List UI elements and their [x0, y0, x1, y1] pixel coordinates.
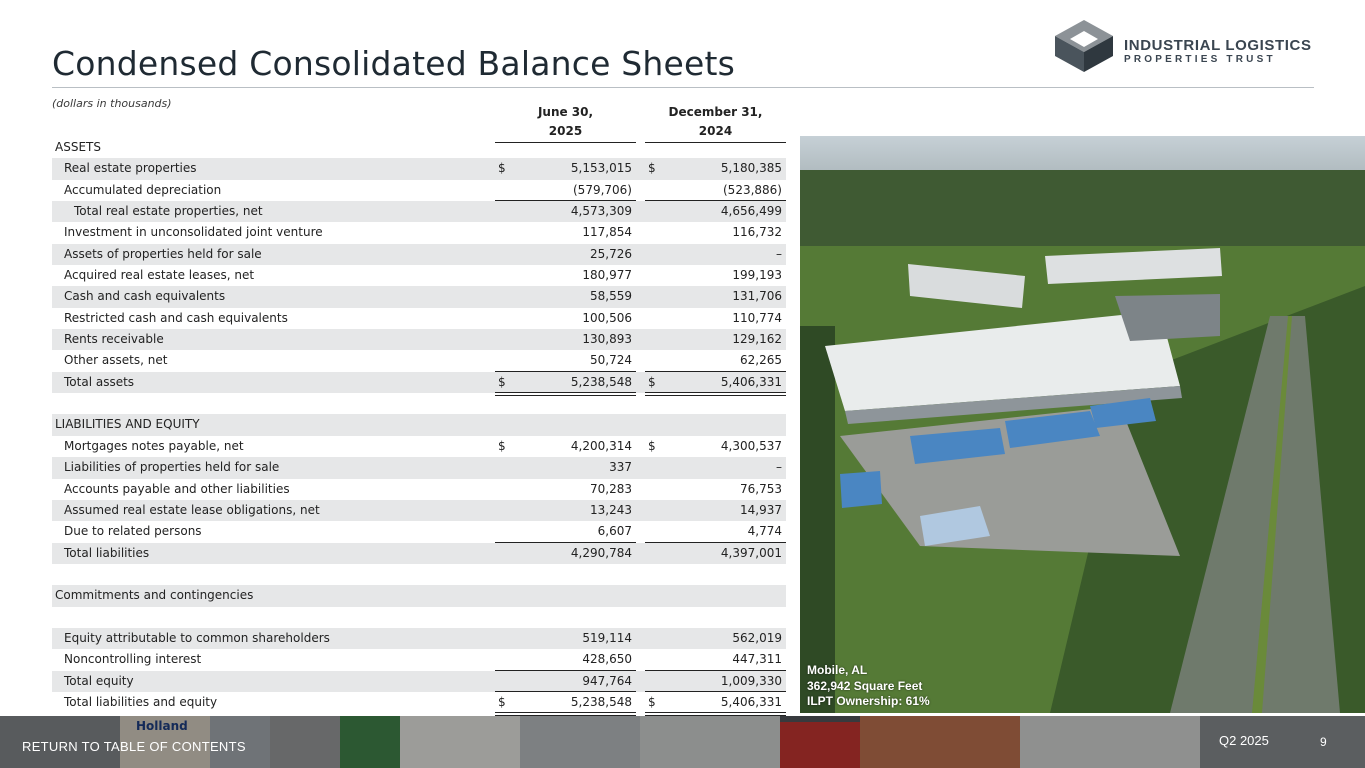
caption-ownership: ILPT Ownership: 61% — [807, 694, 930, 708]
table-row — [52, 628, 786, 649]
value-2025: 58,559 — [590, 289, 632, 304]
value-2025: (579,706) — [573, 182, 632, 197]
currency-symbol: $ — [498, 694, 506, 709]
table-row — [52, 222, 786, 243]
table-row — [52, 479, 786, 500]
value-2024: 5,180,385 — [720, 161, 782, 176]
value-2025: 4,200,314 — [570, 438, 632, 453]
column-header-line: 2025 — [548, 124, 583, 138]
row-label: LIABILITIES AND EQUITY — [55, 417, 200, 432]
row-label: Investment in unconsolidated joint venture — [64, 225, 323, 240]
company-logo — [1054, 19, 1316, 73]
value-2024: (523,886) — [723, 182, 782, 197]
value-2025: 947,764 — [582, 673, 632, 688]
row-label: Total equity — [64, 673, 134, 688]
row-label: Due to related persons — [64, 524, 202, 539]
currency-symbol: $ — [498, 438, 506, 453]
value-2025: 180,977 — [582, 268, 632, 283]
value-2025: 4,290,784 — [570, 545, 632, 560]
row-label: Assets of properties held for sale — [64, 246, 262, 261]
row-label: Noncontrolling interest — [64, 652, 202, 667]
currency-symbol: $ — [648, 161, 656, 176]
value-2024: 4,397,001 — [720, 545, 782, 560]
logo-name: INDUSTRIAL LOGISTICS — [1124, 37, 1312, 54]
row-label: Accounts payable and other liabilities — [64, 481, 290, 496]
row-label: Equity attributable to common shareholders — [64, 630, 330, 645]
aerial-landscape-image — [800, 136, 1365, 713]
value-2024: 1,009,330 — [720, 673, 782, 688]
value-2025: 25,726 — [590, 246, 632, 261]
value-2024: 4,656,499 — [720, 204, 782, 219]
currency-symbol: $ — [498, 374, 506, 389]
row-label: ASSETS — [55, 140, 101, 154]
table-row — [52, 350, 786, 371]
return-to-contents-link[interactable]: RETURN TO TABLE OF CONTENTS — [22, 739, 246, 754]
table-row — [52, 585, 786, 606]
value-2024: 131,706 — [732, 289, 782, 304]
value-2024: 4,300,537 — [720, 438, 782, 453]
value-2025: 117,854 — [582, 225, 632, 240]
page-number: 9 — [1320, 735, 1327, 749]
table-row — [52, 649, 786, 670]
currency-symbol: $ — [648, 438, 656, 453]
value-2024: 5,406,331 — [720, 694, 782, 709]
value-2025: 130,893 — [582, 332, 632, 347]
currency-symbol: $ — [648, 694, 656, 709]
balance-sheet-table — [52, 137, 786, 713]
table-row — [52, 286, 786, 307]
row-label: Real estate properties — [64, 161, 197, 176]
row-label: Other assets, net — [64, 353, 168, 368]
logo-subtitle: PROPERTIES TRUST — [1124, 54, 1276, 65]
units-note: (dollars in thousands) — [52, 97, 172, 110]
row-label: Total assets — [64, 374, 135, 389]
caption-square-feet: 362,942 Square Feet — [807, 678, 923, 693]
property-aerial-photo — [800, 136, 1365, 713]
table-row — [52, 457, 786, 478]
column-header-line: June 30, — [537, 105, 594, 119]
table-row — [52, 244, 786, 265]
value-2025: 519,114 — [582, 630, 632, 645]
value-2024: 62,265 — [740, 353, 782, 368]
page-title: Condensed Consolidated Balance Sheets — [52, 44, 736, 83]
value-2025: 13,243 — [590, 502, 632, 517]
column-header-line: 2024 — [698, 124, 733, 138]
value-2025: 428,650 — [582, 652, 632, 667]
row-label: Total real estate properties, net — [74, 204, 263, 219]
value-2025: 50,724 — [590, 353, 632, 368]
value-2024: 14,937 — [740, 502, 782, 517]
table-row — [52, 500, 786, 521]
caption-location: Mobile, AL — [807, 663, 868, 677]
value-2024: 129,162 — [732, 332, 782, 347]
row-label: Rents receivable — [64, 332, 164, 347]
value-2025: 4,573,309 — [570, 204, 632, 219]
table-row — [52, 543, 786, 564]
title-divider — [52, 87, 1314, 88]
table-row-spacer — [52, 607, 786, 628]
table-row — [52, 308, 786, 329]
cube-logo-icon — [1054, 19, 1114, 73]
column-header-line: December 31, — [668, 105, 763, 119]
table-row — [52, 671, 786, 692]
value-2025: 5,153,015 — [570, 161, 632, 176]
table-row — [52, 414, 786, 435]
value-2024: 116,732 — [732, 225, 782, 240]
value-2024: 5,406,331 — [720, 374, 782, 389]
value-2025: 337 — [609, 460, 632, 475]
value-2024: 4,774 — [747, 524, 782, 539]
currency-symbol: $ — [498, 161, 506, 176]
table-row-spacer — [52, 564, 786, 585]
value-2024: 562,019 — [732, 630, 782, 645]
table-row — [52, 436, 786, 457]
value-2025: 100,506 — [582, 310, 632, 325]
row-label: Cash and cash equivalents — [64, 289, 226, 304]
value-2024: 199,193 — [732, 268, 782, 283]
value-2024: – — [776, 460, 782, 475]
currency-symbol: $ — [648, 374, 656, 389]
value-2024: 447,311 — [732, 652, 782, 667]
table-row — [52, 521, 786, 542]
footer-quarter: Q2 2025 — [1219, 733, 1269, 748]
row-label: Acquired real estate leases, net — [64, 268, 255, 283]
table-row — [52, 692, 786, 713]
row-label: Commitments and contingencies — [55, 588, 254, 603]
value-2024: 110,774 — [732, 310, 782, 325]
value-2024: – — [776, 246, 782, 261]
table-row — [52, 158, 786, 179]
row-label: Accumulated depreciation — [64, 182, 222, 197]
table-row — [52, 180, 786, 201]
row-label: Liabilities of properties held for sale — [64, 460, 280, 475]
table-row — [52, 137, 786, 158]
value-2024: 76,753 — [740, 481, 782, 496]
row-label: Total liabilities — [64, 545, 150, 560]
row-label: Mortgages notes payable, net — [64, 438, 244, 453]
row-label: Restricted cash and cash equivalents — [64, 310, 288, 325]
value-2025: 5,238,548 — [570, 694, 632, 709]
table-row — [52, 329, 786, 350]
table-row — [52, 201, 786, 222]
table-row-spacer — [52, 393, 786, 414]
value-2025: 6,607 — [597, 524, 632, 539]
row-label: Assumed real estate lease obligations, net — [64, 502, 320, 517]
table-row — [52, 265, 786, 286]
photo-caption — [807, 663, 930, 710]
table-row — [52, 372, 786, 393]
value-2025: 70,283 — [590, 481, 632, 496]
truck-brand-text: Holland — [136, 719, 188, 733]
row-label: Total liabilities and equity — [64, 694, 218, 709]
value-2025: 5,238,548 — [570, 374, 632, 389]
